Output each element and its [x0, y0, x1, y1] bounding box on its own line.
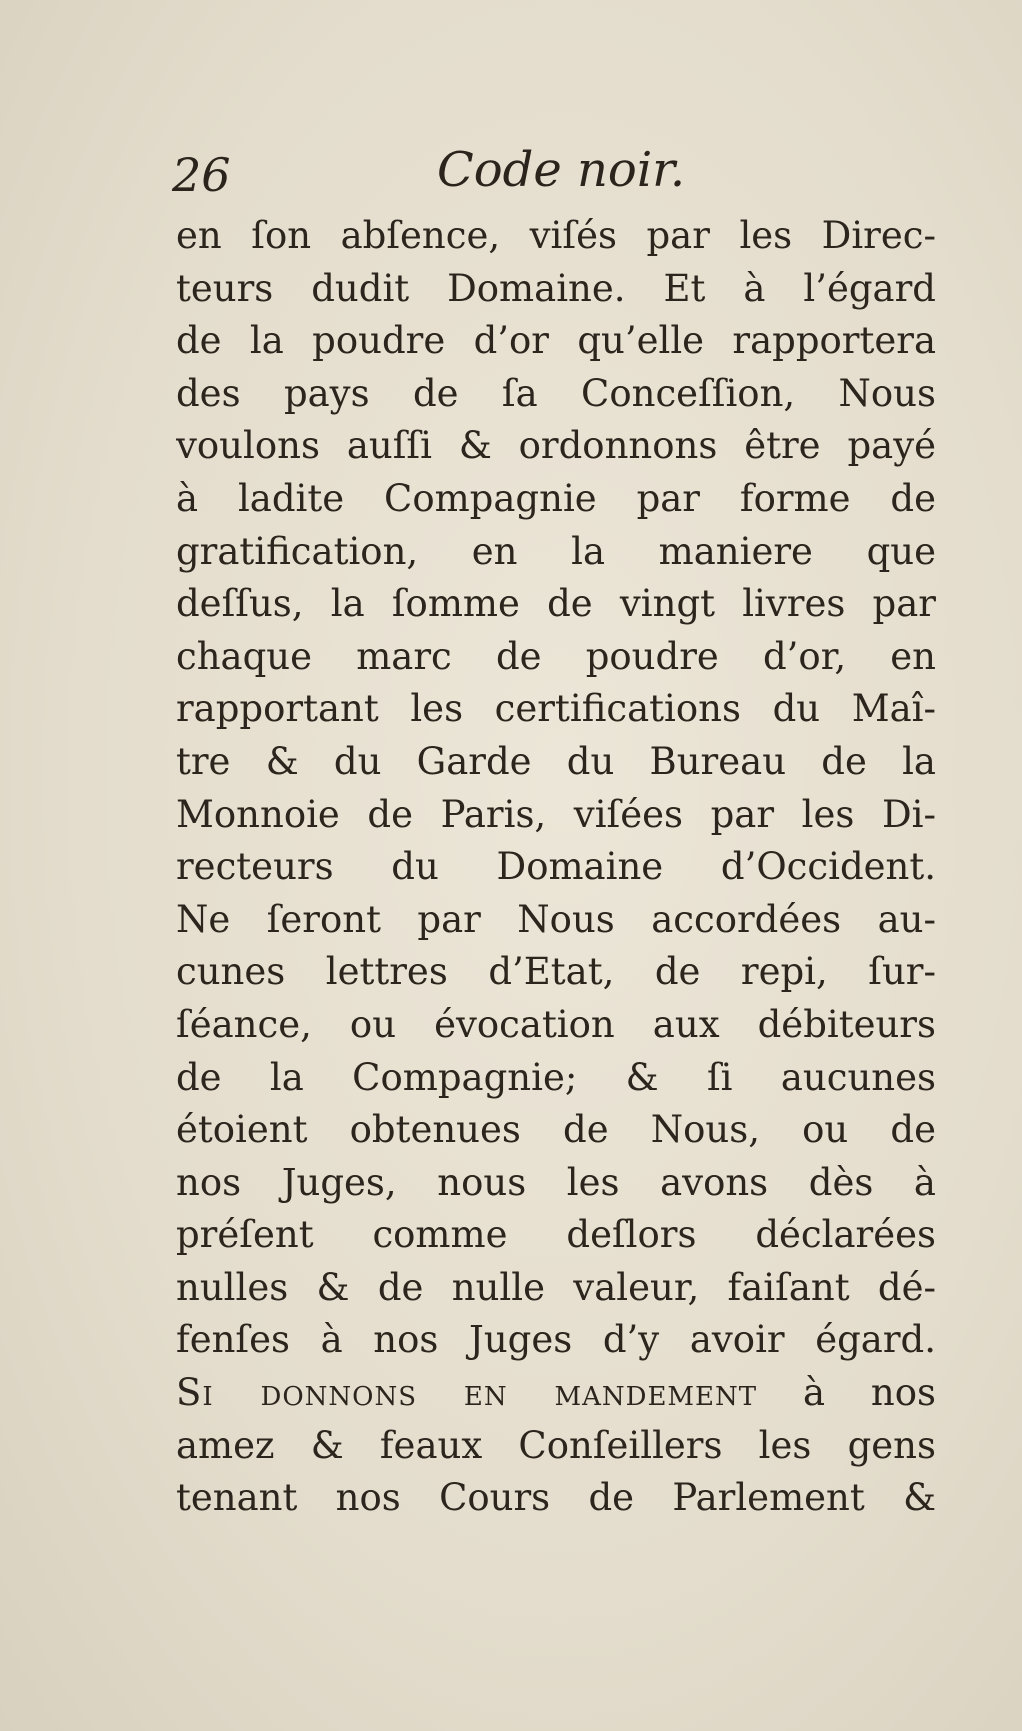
text-line: à ladite Compagnie par forme de [176, 476, 936, 520]
text-line: recteurs du Domaine d’Occident. [176, 845, 936, 889]
text-line: en ſon abſence, viſés par les Direc- [176, 214, 936, 257]
text-line: fenſes à nos Juges d’y avoir égard. [176, 1318, 936, 1362]
text-line: voulons auſſi & ordonnons être payé [176, 424, 936, 468]
mandate-line [176, 1367, 936, 1420]
text-line: gratification, en la maniere que [176, 529, 936, 573]
text-line: nulles & de nulle valeur, faiſant dé- [176, 1265, 936, 1309]
text-line: de la poudre d’or qu’elle rapportera [176, 319, 936, 363]
text-line: teurs dudit Domaine. Et à l’égard [176, 266, 936, 310]
mandate-small-caps: Si donnons en mandement [176, 1371, 758, 1415]
text-line: amez & feaux Conſeillers les gens [176, 1423, 936, 1467]
text-line: tre & du Garde du Bureau de la [176, 739, 936, 783]
body-text [176, 210, 936, 1525]
running-title: Code noir. [437, 142, 686, 198]
page-header [172, 142, 942, 212]
text-line: tenant nos Cours de Parlement & [176, 1476, 936, 1520]
text-line: préſent comme deſlors déclarées [176, 1213, 936, 1257]
text-line: Ne ſeront par Nous accordées au- [176, 897, 936, 941]
text-line: des pays de ſa Conceſſion, Nous [176, 371, 936, 415]
text-line: deſſus, la ſomme de vingt livres par [176, 582, 936, 626]
text-line: de la Compagnie; & ſi aucunes [176, 1055, 936, 1099]
text-line: nos Juges, nous les avons dès à [176, 1160, 936, 1204]
text-line: ſéance, ou évocation aux débiteurs [176, 1002, 936, 1046]
text-line: rapportant les certifications du Maî- [176, 687, 936, 731]
text-line: étoient obtenues de Nous, ou de [176, 1108, 936, 1152]
text-line: chaque marc de poudre d’or, en [176, 634, 936, 678]
page-number: 26 [172, 148, 231, 202]
mandate-rest: à nos [757, 1371, 936, 1415]
text-line: Monnoie de Paris, viſées par les Di- [176, 792, 936, 836]
text-line: cunes lettres d’Etat, de repi, ſur- [176, 950, 936, 994]
